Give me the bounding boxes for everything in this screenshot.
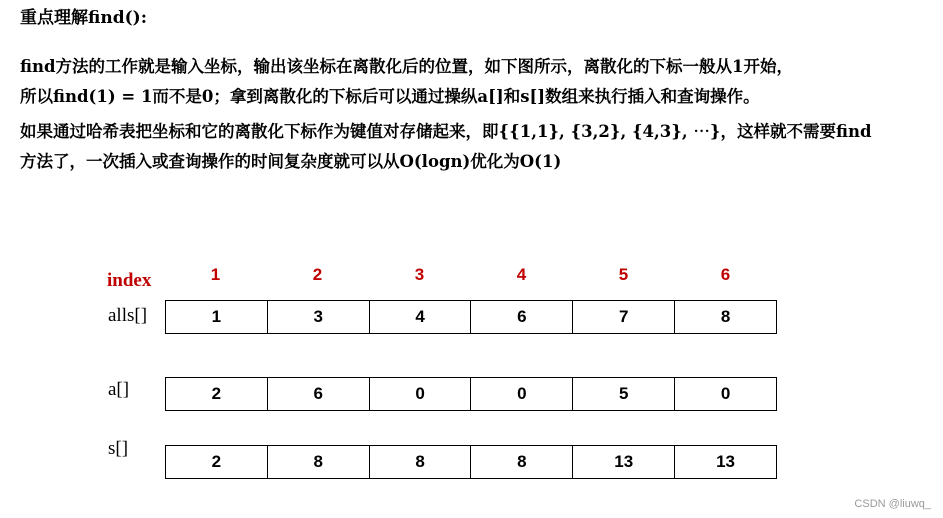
a-array-label: a[] xyxy=(108,379,130,400)
paragraph-find-description xyxy=(20,52,935,112)
array-cell: 8 xyxy=(471,446,573,478)
array-cell: 13 xyxy=(716,452,736,471)
array-cell: 0 xyxy=(720,384,731,403)
index-number: 2 xyxy=(312,265,323,284)
index-number: 6 xyxy=(720,265,731,284)
array-cell: 8 xyxy=(370,446,472,478)
paragraph-line: find方法的工作就是输入坐标，输出该坐标在离散化后的位置，如下图所示，离散化的下标一般从1开始， xyxy=(20,57,794,76)
array-cell: 1 xyxy=(166,301,268,333)
index-number: 3 xyxy=(414,265,425,284)
index-label: index xyxy=(107,270,152,291)
array-cell: 8 xyxy=(268,446,370,478)
paragraph-line: 所以find(1) = 1而不是0；拿到离散化的下标后可以通过操纵a[]和s[]数组来执行插入和查询操作。 xyxy=(20,87,760,106)
index-number: 1 xyxy=(210,265,221,284)
array-cell: 4 xyxy=(370,301,472,333)
paragraph-line: 方法了，一次插入或查询操作的时间复杂度就可以从O(logn)优化为O(1) xyxy=(20,152,562,171)
array-cell: 6 xyxy=(471,301,573,333)
array-cell: 5 xyxy=(573,378,675,410)
array-cell: 3 xyxy=(268,301,370,333)
array-cell: 0 xyxy=(370,378,472,410)
alls-array-row xyxy=(165,300,777,334)
paragraph-hash-alternative xyxy=(20,117,935,177)
index-number: 5 xyxy=(618,265,629,284)
array-cell: 13 xyxy=(573,446,675,478)
s-array-row xyxy=(165,445,777,479)
paragraph-line: 如果通过哈希表把坐标和它的离散化下标作为键值对存储起来，即{{1,1}, {3,2}, {4,3}, ⋯}，这样就不需要find xyxy=(20,122,872,141)
array-cell: 2 xyxy=(166,446,268,478)
index-number: 4 xyxy=(516,265,527,284)
s-array-label: s[] xyxy=(108,438,129,459)
alls-array-label: alls[] xyxy=(108,305,148,326)
a-array-row xyxy=(165,377,777,411)
watermark: CSDN @liuwq_ xyxy=(854,498,931,510)
array-cell: 2 xyxy=(166,378,268,410)
array-cell: 7 xyxy=(573,301,675,333)
section-heading: 重点理解find(): xyxy=(20,8,147,28)
array-cell: 6 xyxy=(268,378,370,410)
array-cell: 0 xyxy=(471,378,573,410)
array-cell: 8 xyxy=(720,307,731,326)
